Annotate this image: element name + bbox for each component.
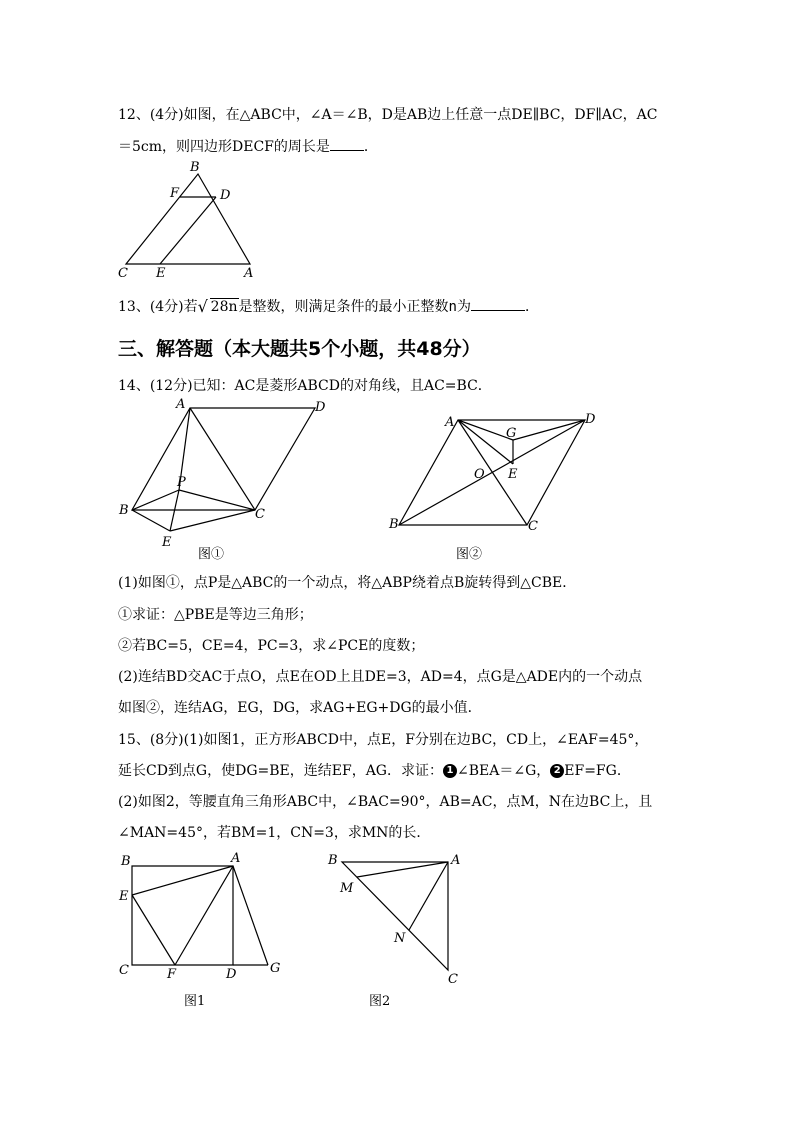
- q15f2-segment-an: [409, 862, 448, 930]
- q13-answer-blank: [471, 296, 525, 311]
- q14-intro: 14、(12分)已知：AC是菱形ABCD的对角线，且AC=BC．: [118, 378, 492, 394]
- q14f1-segment-ec: [170, 510, 255, 531]
- q14f2-segment-ag: [458, 420, 513, 440]
- q15f1-segment-ae: [132, 866, 233, 895]
- q12-line1: 12、(4分)如图，在△ABC中，∠A＝∠B，D是AB边上任意一点DE∥BC，DF∥AC，AC: [118, 107, 658, 123]
- circled-one-icon: 1: [443, 764, 457, 778]
- q15f1-label-a: A: [231, 851, 241, 866]
- q14f1-label-b: B: [119, 503, 129, 518]
- q14-part1: (1)如图①，点P是△ABC的一个动点，将△ABP绕着点B旋转得到△CBE．: [118, 575, 577, 591]
- q14f2-label-b: B: [389, 517, 399, 532]
- q14-part2a: (2)连结BD交AC于点O，点E在OD上且DE=3，AD=4，点G是△ADE内的一个动点: [118, 669, 643, 685]
- q14-figure-2: [385, 408, 605, 538]
- sqrt-icon: √: [197, 297, 208, 316]
- q12-label-d: D: [220, 188, 231, 203]
- q14f1-label-a: A: [176, 397, 186, 412]
- q14f1-label-d: D: [315, 400, 326, 415]
- q15-line1: 15、(8分)(1)如图1，正方形ABCD中，点E，F分别在边BC，CD上，∠EAF=45°，: [118, 732, 649, 748]
- q12-label-b: B: [190, 160, 200, 175]
- q15f2-label-m: M: [340, 881, 354, 896]
- q12-label-f: F: [170, 186, 180, 201]
- q14-figure-1-caption: 图①: [198, 547, 225, 562]
- q15f1-label-e: E: [119, 889, 129, 904]
- q13-post-pre: 为: [456, 299, 471, 315]
- q12-answer-blank: [330, 136, 364, 151]
- q14f2-diagonal-bd: [399, 420, 585, 525]
- q15-figure-2-caption: 图2: [369, 994, 391, 1009]
- q14-part1b: ②若BC=5，CE=4，PC=3，求∠PCE的度数；: [118, 638, 425, 654]
- section3-heading: 三、解答题（本大题共5个小题，共48分）: [118, 338, 481, 360]
- q15f1-label-f: F: [167, 967, 177, 982]
- q15f2-label-c: C: [448, 972, 458, 987]
- q14f1-label-p: P: [177, 475, 186, 490]
- q15-line3: (2)如图2，等腰直角三角形ABC中，∠BAC=90°，AB=AC，点M，N在边BC上，且: [118, 794, 653, 810]
- q14f2-label-a: A: [445, 415, 455, 430]
- q15f2-label-n: N: [394, 931, 406, 946]
- q15f1-segment-ag: [233, 866, 268, 965]
- q12-triangle-abc: [126, 174, 250, 264]
- q15-figure-1-caption: 图1: [184, 994, 206, 1009]
- q15-line2-post: EF=FG．: [564, 763, 631, 779]
- q15f2-segment-am: [357, 862, 448, 877]
- q14f1-label-e: E: [162, 535, 172, 550]
- q15f1-segment-ef: [132, 895, 175, 965]
- q15-line4: ∠MAN=45°，若BM=1，CN=3，求MN的长．: [118, 825, 431, 841]
- circled-two-icon: 2: [550, 764, 564, 778]
- q15f1-label-d: D: [226, 967, 237, 982]
- q12-line2-text: ＝5cm，则四边形DECF的周长是: [118, 139, 330, 155]
- q13-var: n: [448, 299, 457, 315]
- q14f2-label-d: D: [585, 412, 596, 427]
- q14-part1a: ①求证：△PBE是等边三角形；: [118, 607, 313, 623]
- q13-line: [118, 296, 539, 316]
- q14f1-label-c: C: [255, 507, 265, 522]
- q14f2-label-g: G: [506, 426, 517, 441]
- q13-mid: 是整数，则满足条件的最小正整数: [238, 299, 449, 315]
- q15-line2: [118, 760, 631, 780]
- q14-figure-1: [115, 396, 345, 556]
- q14f2-label-c: C: [528, 519, 538, 534]
- q15-figure-2: [325, 850, 475, 990]
- q15f2-triangle-abc: [342, 862, 448, 970]
- q12-segment-de: [160, 197, 216, 264]
- q12-label-c: C: [118, 266, 128, 281]
- q13-sqrt: [198, 299, 239, 315]
- q12-label-e: E: [156, 266, 166, 281]
- q13-pre: 13、(4分)若: [118, 299, 198, 315]
- q14f1-rhombus: [132, 408, 315, 510]
- q13-radicand: 28n: [210, 299, 238, 315]
- q14f2-label-e: E: [508, 467, 518, 482]
- q15f1-segment-af: [175, 866, 233, 965]
- q12-triangle-figure: [110, 155, 270, 280]
- q15-line2-mid: ∠BEA＝∠G，: [457, 763, 551, 779]
- q12-label-a: A: [244, 266, 254, 281]
- q15f2-label-b: B: [328, 853, 338, 868]
- q14f2-segment-gd: [513, 420, 585, 440]
- q15f2-label-a: A: [451, 853, 461, 868]
- q15-line2-pre: 延长CD到点G，使DG=BE，连结EF，AG．求证：: [118, 763, 443, 779]
- q14-part2b: 如图②，连结AG，EG，DG，求AG+EG+DG的最小值．: [118, 700, 482, 716]
- q14f2-label-o: O: [474, 467, 485, 482]
- q14f1-segment-be: [132, 510, 170, 531]
- q12-line2: [118, 136, 378, 156]
- q14-figure-2-caption: 图②: [456, 547, 483, 562]
- q15f1-label-b: B: [121, 854, 131, 869]
- q14f1-segment-bp: [132, 490, 179, 510]
- q13-post: ．: [524, 299, 539, 315]
- q12-line2-end: ．: [363, 139, 378, 155]
- q15f1-label-c: C: [119, 963, 129, 978]
- q15f1-label-g: G: [270, 961, 281, 976]
- q14f2-segment-ae: [458, 420, 513, 464]
- q15-figure-1: [115, 850, 295, 980]
- q14f1-diagonal-ac: [190, 408, 255, 510]
